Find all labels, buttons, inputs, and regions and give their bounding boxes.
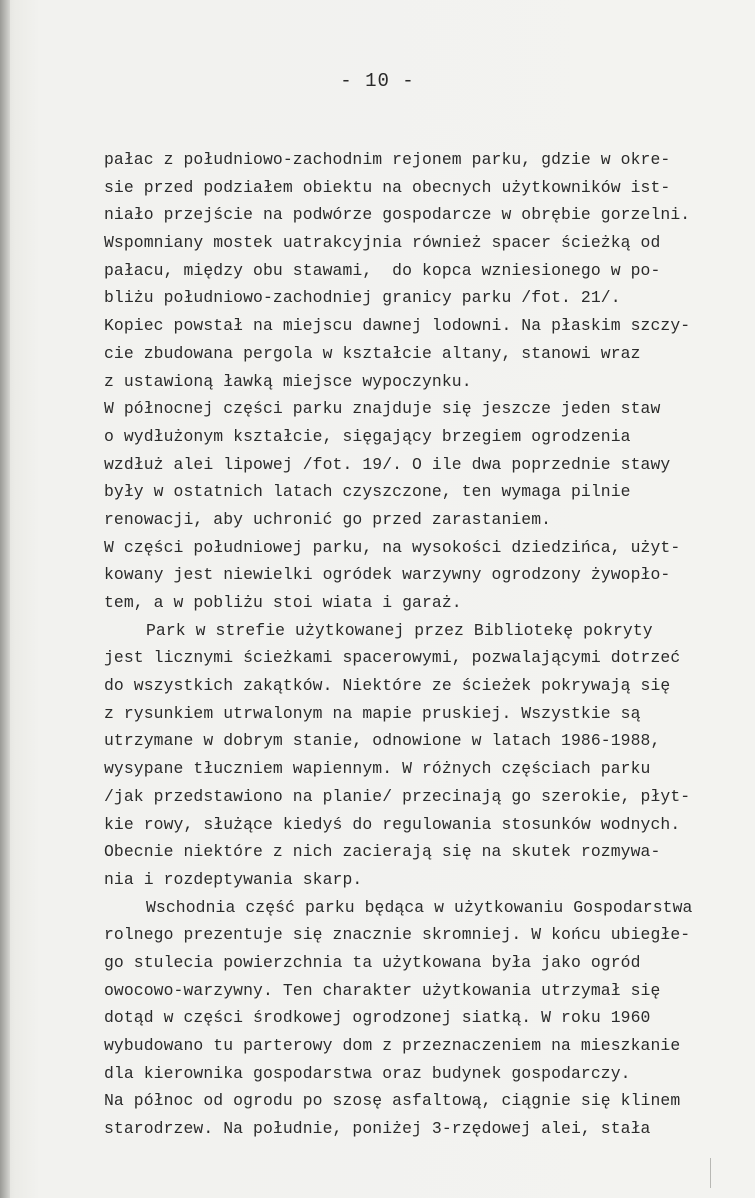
text-line: niało przejście na podwórze gospodarcze w obrębie gorzelni. [104, 205, 691, 225]
text-line: W części południowej parku, na wysokości dziedzińca, użyt- [104, 537, 681, 557]
text-line: Obecnie niektóre z nich zacierają się na skutek rozmywa- [104, 842, 661, 862]
text-line: pałac z południowo-zachodnim rejonem parku, gdzie w okre- [104, 150, 671, 169]
text-line: /jak przedstawiono na planie/ przecinają go szerokie, płyt- [104, 786, 691, 806]
page-edge-shadow [0, 0, 10, 1198]
text-line: W północnej części parku znajduje się jeszcze jeden staw [104, 399, 661, 419]
text-line: z rysunkiem utrwalonym na mapie pruskiej. Wszystkie są [104, 703, 641, 723]
text-line: pałacu, między obu stawami, do kopca wzniesionego w po- [104, 260, 661, 280]
text-line: Wspomniany mostek uatrakcyjnia również spacer ścieżką od [104, 233, 661, 253]
text-line: wzdłuż alei lipowej /fot. 19/. O ile dwa poprzednie stawy [104, 454, 671, 474]
text-line: jest licznymi ścieżkami spacerowymi, pozwalającymi dotrzeć [104, 648, 681, 668]
text-line: kie rowy, służące kiedyś do regulowania stosunków wodnych. [104, 814, 681, 834]
text-line: z ustawioną ławką miejsce wypoczynku. [104, 371, 472, 391]
text-line: nia i rozdeptywania skarp. [104, 869, 363, 889]
text-line: Kopiec powstał na miejscu dawnej lodowni. Na płaskim szczy- [104, 316, 691, 336]
text-line: dotąd w części środkowej ogrodzonej siatką. W roku 1960 [104, 1008, 651, 1028]
text-line: do wszystkich zakątków. Niektóre ze ścieżek pokrywają się [104, 676, 671, 696]
text-line: Wschodnia część parku będąca w użytkowaniu Gospodarstwa [146, 897, 693, 917]
text-line: dla kierownika gospodarstwa oraz budynek gospodarczy. [104, 1063, 631, 1083]
text-line: wybudowano tu parterowy dom z przeznaczeniem na mieszkanie [104, 1036, 681, 1055]
text-line: cie zbudowana pergola w kształcie altany, stanowi wraz [104, 343, 641, 363]
text-line: Na północ od ogrodu po szosę asfaltową, ciągnie się klinem [104, 1091, 681, 1111]
scan-mark [710, 1158, 711, 1188]
body-text [104, 146, 744, 1143]
text-line: tem, a w pobliżu stoi wiata i garaż. [104, 593, 462, 612]
page-number: - 10 - [340, 70, 415, 92]
text-line: renowacji, aby uchronić go przed zarastaniem. [104, 509, 552, 529]
text-line: go stulecia powierzchnia ta użytkowana była jako ogród [104, 952, 641, 972]
text-line: wysypane tłuczniem wapiennym. W różnych częściach parku [104, 759, 651, 779]
text-line: o wydłużonym kształcie, sięgający brzegiem ogrodzenia [104, 426, 631, 446]
text-line: starodrzew. Na południe, poniżej 3-rzędowej alei, stała [104, 1119, 651, 1139]
text-line: rolnego prezentuje się znacznie skromniej. W końcu ubiegłe- [104, 925, 691, 945]
text-line: Park w strefie użytkowanej przez Bibliotekę pokryty [146, 620, 653, 640]
text-line: kowany jest niewielki ogródek warzywny ogrodzony żywopło- [104, 565, 671, 585]
text-line: bliżu południowo-zachodniej granicy parku /fot. 21/. [104, 288, 621, 308]
text-line: sie przed podziałem obiektu na obecnych użytkowników ist- [104, 177, 671, 197]
text-line: były w ostatnich latach czyszczone, ten wymaga pilnie [104, 482, 631, 502]
text-line: utrzymane w dobrym stanie, odnowione w latach 1986-1988, [104, 731, 661, 751]
text-line: owocowo-warzywny. Ten charakter użytkowania utrzymał się [104, 980, 661, 1000]
